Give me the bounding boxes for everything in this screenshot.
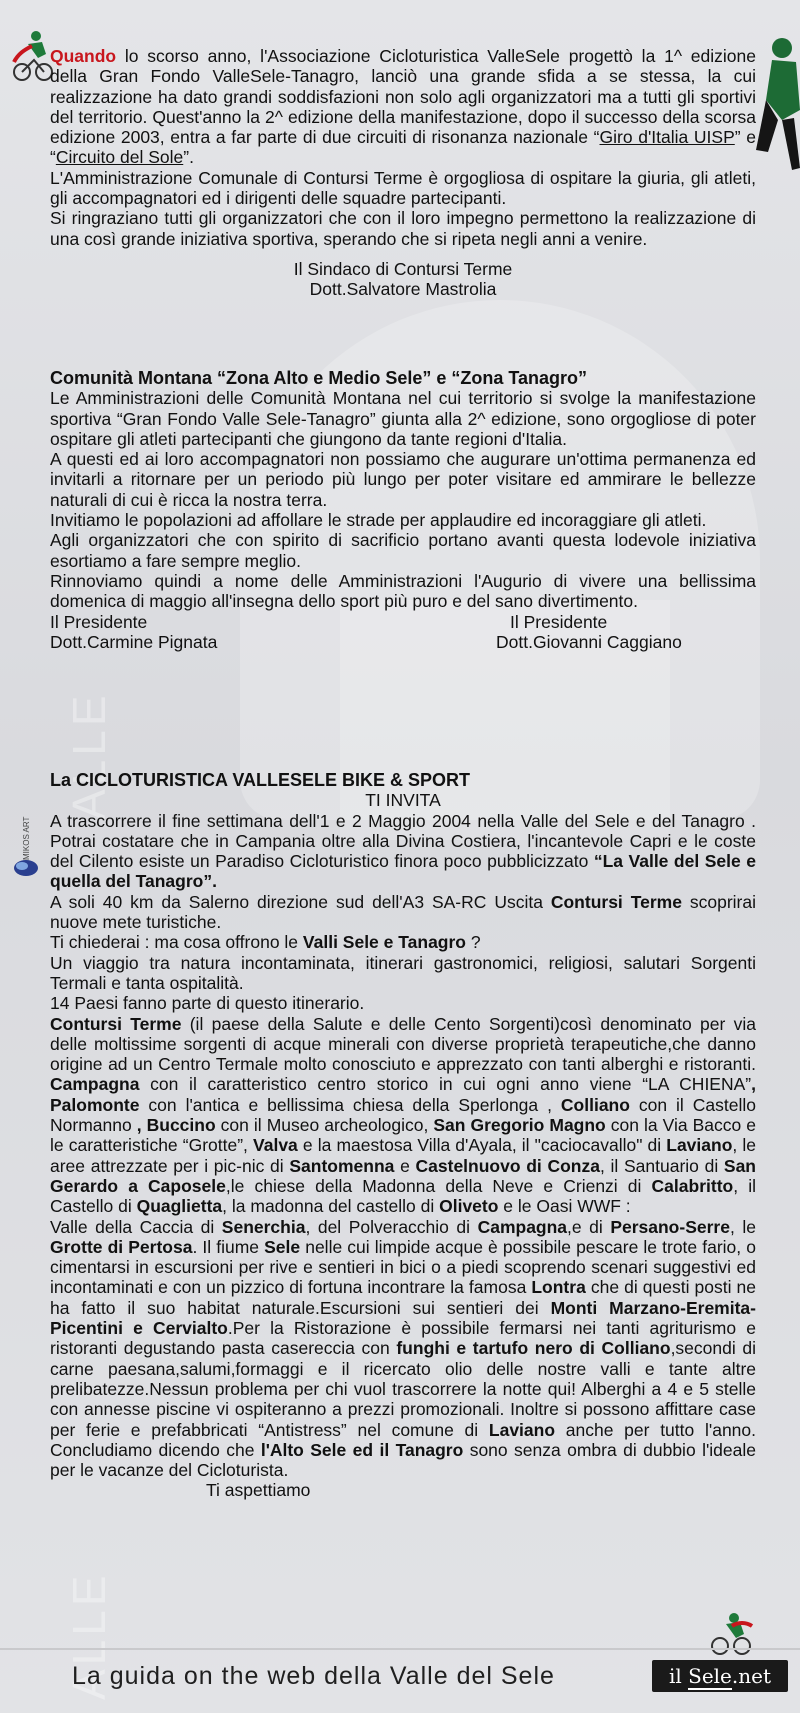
p6-run-12: Valva <box>253 1135 298 1156</box>
section-invito <box>50 770 756 1501</box>
right-president-name: Dott.Giovanni Caggiano <box>496 631 682 652</box>
watermark-text-bottom: ALLE <box>63 1571 115 1700</box>
invito-paragraph-nature <box>50 1217 756 1481</box>
p7-run-10: nelle cui limpide acque è possibile pescare le trote fario, o cimentarsi in escursioni per rive e sentieri in bici o a piedi scoprendo scenari suggestivi ed incontaminati e con un pizzico di fortuna incontrare la famosa <box>50 1236 756 1298</box>
invito-paragraph-5: 14 Paesi fanno parte di questo itinerario. <box>50 993 365 1014</box>
left-president-name: Dott.Carmine Pignata <box>50 631 218 652</box>
mayor-paragraph-3: Si ringraziano tutti gli organizzatori che con il loro impegno permettono la realizzazione di una così grande iniziativa sportiva, sperando che si ripeta negli anni a venire. <box>50 208 756 249</box>
signatures-names <box>50 632 710 652</box>
footer-tagline: La guida on the web della Valle del Sele <box>72 1662 555 1690</box>
p7-run-4: ,e di <box>567 1216 611 1237</box>
p7-run-3: Campagna <box>477 1216 568 1237</box>
comunita-paragraph-2: A questi ed ai loro accompagnatori non possiamo che augurare un'ottima permanenza ed invitarli a ritornare per un periodo più lungo per poter visitare ed ammirare le bellezze naturali di cui è ricca la nostra terra. <box>50 449 756 510</box>
p6-run-22: Calabritto <box>651 1175 734 1196</box>
mayor-role: Il Sindaco di Contursi Terme <box>293 258 513 279</box>
p6-run-18: Castelnuovo di Conza <box>415 1155 600 1176</box>
brand-logo-link[interactable]: il Sele.net <box>652 1660 788 1692</box>
p6-run-8: , Buccino <box>136 1115 216 1136</box>
p6-run-13: e la maestosa Villa d'Ayala, il "caciocavallo" di <box>297 1135 667 1156</box>
comunita-paragraph-1: Le Amministrazioni delle Comunità Montana nel cui territorio si svolge la manifestazione sportiva “Gran Fondo Valle Sele-Tanagro” giunta alla 2^ edizione, sono orgogliose di poter ospitare gli atleti partecipanti che giungono da tante regioni d'Italia. <box>50 388 756 449</box>
p6-run-10: San Gregorio Magno <box>433 1115 606 1136</box>
link-circuito-sole[interactable]: Circuito del Sole <box>55 147 184 168</box>
p6-run-0: Contursi Terme <box>50 1013 182 1034</box>
mayor-paragraph-2: L'Amministrazione Comunale di Contursi Terme è orgogliosa di ospitare la giuria, gli atleti, gli accompagnatori ed i dirigenti delle squadre partecipanti. <box>50 167 756 209</box>
p6-run-17: e <box>394 1155 416 1176</box>
p6-run-2: Campagna <box>50 1074 140 1095</box>
p6-run-7: con il Castello Normanno <box>50 1094 756 1136</box>
p6-run-21: ,le chiese della Madonna della Neve e Crienzi di <box>225 1175 652 1196</box>
invito-paragraph-4: Un viaggio tra natura incontaminata, itinerari gastronomici, religiosi, salutari Sorgenti Termali e tanta ospitalità. <box>50 952 756 993</box>
p7-run-13: Monti Marzano-Eremita-Picentini e Cervialto <box>50 1297 756 1339</box>
p6-run-4: , Palomonte <box>50 1074 756 1115</box>
p6-run-3: con il caratteristico centro storico in cui ogni anno viene “LA CHIENA” <box>139 1074 752 1095</box>
invito-subtitle: TI INVITA <box>365 790 441 811</box>
p7-run-14: .Per la Ristorazione è possibile fermarsi nei tanti agriturismo e ristoranti degustando pasta casereccia con <box>50 1318 757 1359</box>
p6-run-19: , il Santuario di <box>599 1155 724 1176</box>
footer <box>0 1648 800 1702</box>
p7-run-18: anche per tutto l'anno. Concludiamo dicendo che <box>50 1419 757 1460</box>
p7-run-6: , le <box>729 1216 756 1237</box>
section-comunita-montana <box>50 368 756 652</box>
p7-run-8: . Il fiume <box>192 1236 265 1257</box>
p7-run-16: ,secondi di carne paesana,salumi,formaggi e il ricercato olio delle nostre valli e tante altre prelibatezze.Nessun problema per chi vuol trascorrere la notte qui! Alberghi a 4 e 5 stelle con annesse piscine vi ospiteranno a prezzi promozionali. Inoltre si possono affittare case per ferie e prefabbricati “Antistress” nel comune di <box>50 1338 756 1440</box>
p6-run-1: (il paese della Salute e delle Cento Sorgenti)così denominato per via delle moltissime sorgenti di acque minerali con diverse proprietà terapeutiche,che danno origine ad un Centro Termale molto conosciuto e apprezzato con tanti alberghi e ristoranti. <box>50 1013 756 1075</box>
section-mayor <box>50 46 756 300</box>
p6-run-15: , le aree attrezzate per i pic-nic di <box>50 1135 756 1176</box>
p6-run-20: San Gerardo a Caposele <box>50 1155 756 1196</box>
mayor-paragraph-1: Quando lo scorso anno, l'Associazione Cicloturistica ValleSele progettò la 1^ edizione della Gran Fondo ValleSele-Tanagro, lanciò una grande sfida a se stessa, la cui realizzazione ha dato grandi soddisfazioni non solo agli organizzatori ma a tutti gli sportivi del territorio. Quest'anno la 2^ edizione della manifestazione, dopo il successo della scorsa edizione 2003, entra a far parte di due circuiti di risonanza nazionale “Giro d'Italia UISP” e “Circuito del Sole”. <box>50 46 756 168</box>
closing-line: Ti aspettiamo <box>206 1480 311 1501</box>
p6-run-23: , il Castello di <box>50 1175 756 1217</box>
comunita-title: Comunità Montana “Zona Alto e Medio Sele” e “Zona Tanagro” <box>50 368 588 388</box>
p7-run-12: che di questi posti ne ha fatto il suo habitat naturale.Escursioni sui sentieri dei <box>50 1277 756 1318</box>
p7-run-1: Senerchia <box>221 1216 306 1237</box>
p6-run-14: Laviano <box>666 1135 733 1156</box>
p7-run-2: , del Polveracchio di <box>305 1216 478 1237</box>
comunita-paragraph-3: Invitiamo le popolazioni ad affollare le strade per applaudire ed incoraggiare gli atleti. <box>50 510 707 531</box>
p6-run-11: con la Via Bacco e le caratteristiche “Grotte”, <box>50 1115 757 1156</box>
p7-run-20: sono senza ombra di dubbio l'ideale per le vacanze del Cicloturista. <box>50 1439 757 1481</box>
p7-run-11: Lontra <box>531 1277 586 1298</box>
p7-run-9: Sele <box>264 1236 301 1257</box>
invito-paragraph-towns <box>50 1014 756 1217</box>
mayor-name: Dott.Salvatore Mastrolia <box>309 279 497 300</box>
p7-run-19: l'Alto Sele ed il Tanagro <box>260 1439 464 1460</box>
invito-paragraph-2: A soli 40 km da Salerno direzione sud dell'A3 SA-RC Uscita Contursi Terme scoprirai nuove mete turistiche. <box>50 891 756 933</box>
p6-run-26: Oliveto <box>439 1196 499 1217</box>
p6-run-25: , la madonna del castello di <box>222 1196 440 1217</box>
p7-run-5: Persano-Serre <box>610 1216 730 1237</box>
p7-run-0: Valle della Caccia di <box>50 1216 222 1237</box>
signatures-roles <box>50 612 710 632</box>
link-giro-italia[interactable]: Giro d'Italia UISP <box>599 127 735 148</box>
p6-run-24: Quaglietta <box>136 1196 223 1217</box>
p6-run-5: con l'antica e bellissima chiesa della Sperlonga , <box>139 1094 561 1115</box>
p6-run-6: Colliano <box>560 1094 630 1115</box>
right-president-role: Il Presidente <box>510 611 608 632</box>
p7-run-7: Grotte di Pertosa <box>50 1236 193 1257</box>
invito-paragraph-3: Ti chiederai : ma cosa offrono le Valli Sele e Tanagro ? <box>50 932 481 953</box>
invito-paragraph-1: A trascorrere il fine settimana dell'1 e 2 Maggio 2004 nella Valle del Sele e del Tanagro . Potrai costatare che in Campania oltre alla Divina Costiera, l'incantevole Capri e le coste del Cilento esiste un Paradiso Cicloturistico finora poco pubblicizzato “La Valle del Sele e quella del Tanagro”. <box>50 810 756 892</box>
cyclist-silhouette-icon <box>752 30 800 190</box>
credit-label: MIKOS ART <box>22 816 31 860</box>
p6-run-9: con il Museo archeologico, <box>215 1115 434 1136</box>
watermark-text: ALLE <box>63 691 115 820</box>
lead-word: Quando <box>50 46 117 66</box>
comunita-paragraph-4: Agli organizzatori che con spirito di sacrificio portano avanti questa lodevole iniziativa esortiamo a fare sempre meglio. <box>50 530 756 571</box>
p7-run-17: Laviano <box>488 1419 556 1440</box>
comunita-paragraph-5: Rinnoviamo quindi a nome delle Amministrazioni l'Augurio di vivere una bellissima domenica di maggio all'insegna dello sport più puro e del sano divertimento. <box>50 570 756 612</box>
left-president-role: Il Presidente <box>50 611 148 632</box>
invito-title: La CICLOTURISTICA VALLESELE BIKE & SPORT <box>50 770 471 790</box>
p6-run-27: e le Oasi WWF : <box>498 1196 631 1217</box>
p7-run-15: funghi e tartufo nero di Colliano <box>396 1338 671 1359</box>
p6-run-16: Santomenna <box>289 1155 395 1176</box>
